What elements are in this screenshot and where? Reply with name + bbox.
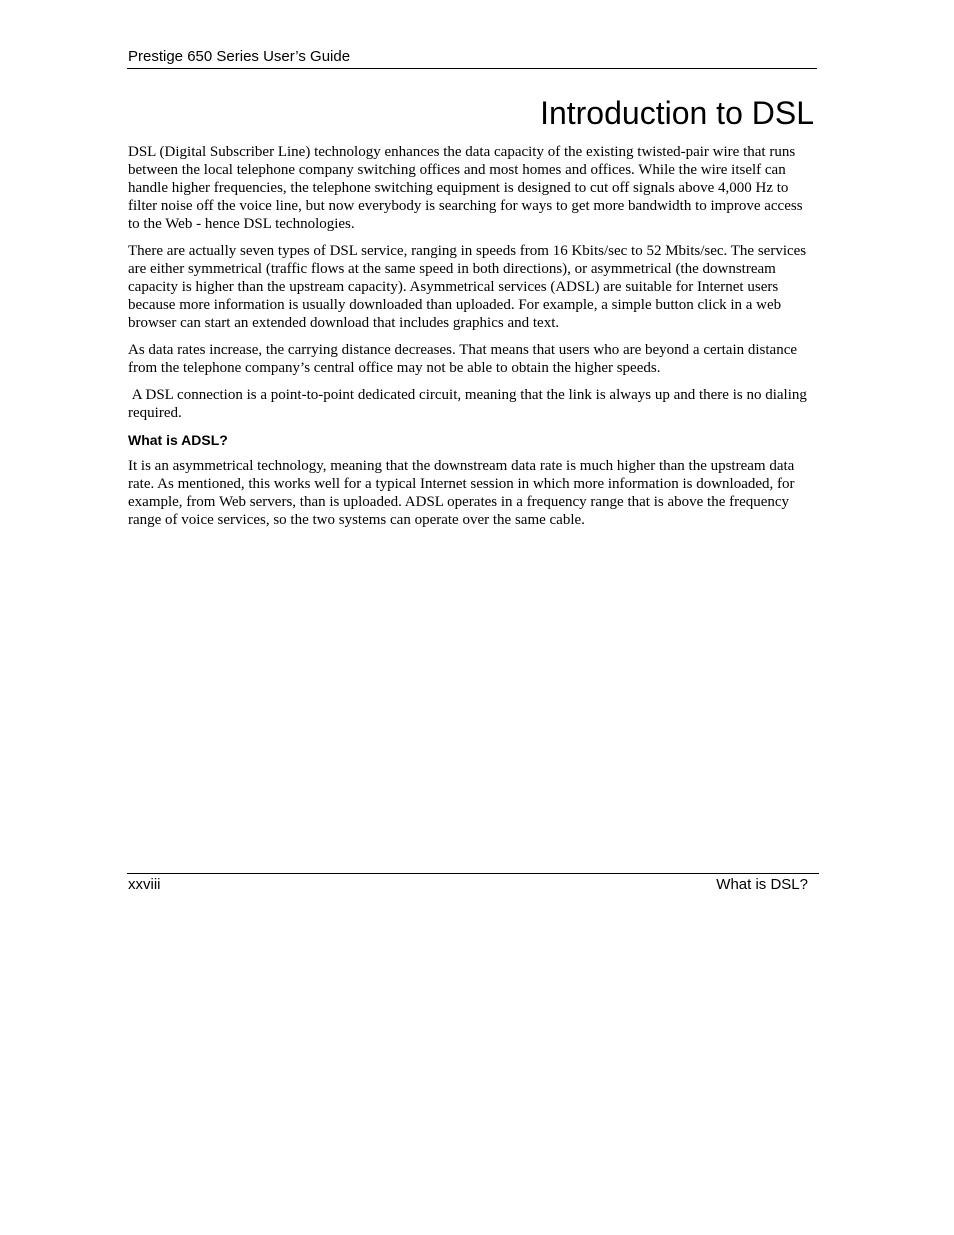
body-text xyxy=(128,143,816,538)
chapter-title: Introduction to DSL xyxy=(540,95,814,131)
footer-page-number: xxviii xyxy=(128,876,161,893)
page-footer xyxy=(127,873,819,894)
paragraph-dsl-intro: DSL (Digital Subscriber Line) technology enhances the data capacity of the existing twisted-pair wire that runs between the local telephone company switching offices and most homes and offices. While the wire itself can handle higher frequencies, the telephone switching equipment is designed to cut off signals above 4,000 Hz to filter noise off the voice line, but now everybody is searching for ways to get more bandwidth to improve access to the Web - hence DSL technologies. xyxy=(128,144,803,232)
footer-section-title: What is DSL? xyxy=(716,876,808,893)
subheading-what-is-adsl: What is ADSL? xyxy=(128,432,228,448)
paragraph-adsl: It is an asymmetrical technology, meaning that the downstream data rate is much higher than the upstream data rate. As mentioned, this works well for a typical Internet session in which more information is downloaded, for example, from Web servers, than is uploaded. ADSL operates in a frequency range that is above the frequency range of voice services, so the two systems can operate over the same cable. xyxy=(128,458,795,528)
paragraph-dsl-types: There are actually seven types of DSL service, ranging in speeds from 16 Kbits/sec to 52 Mbits/sec. The services are either symmetrical (traffic flows at the same speed in both directions), or asymmetrical (the downstream capacity is higher than the upstream capacity). Asymmetrical services (ADSL) are suitable for Internet users because more information is usually downloaded than uploaded. For example, a simple button click in a web browser can start an extended download that includes graphics and text. xyxy=(128,243,807,331)
page-header xyxy=(127,47,817,69)
paragraph-dsl-connection: A DSL connection is a point-to-point dedicated circuit, meaning that the link is always up and there is no dialing required. xyxy=(128,387,811,421)
header-title: Prestige 650 Series User’s Guide xyxy=(128,48,351,65)
paragraph-data-rates: As data rates increase, the carrying distance decreases. That means that users who are beyond a certain distance from the telephone company’s central office may not be able to obtain the higher speeds. xyxy=(128,342,801,376)
